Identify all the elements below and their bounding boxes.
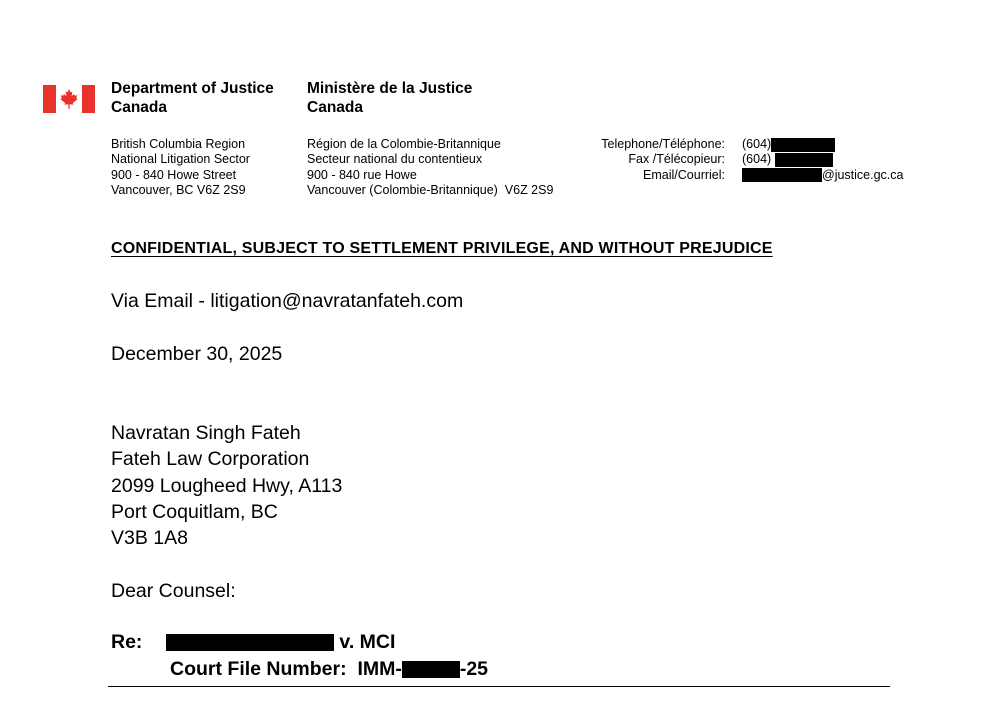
fax-value — [742, 152, 903, 167]
re-label: Re: — [111, 631, 143, 653]
telephone-prefix: (604) — [742, 137, 772, 151]
fax-prefix: (604) — [742, 152, 772, 167]
recipient-address — [111, 420, 342, 551]
address-fr-line: Vancouver (Colombie-Britannique) V6Z 2S9 — [307, 182, 554, 197]
address-fr-line: Secteur national du contentieux — [307, 152, 483, 167]
dept-fr-line-2: Canada — [307, 99, 363, 116]
address-en-line: British Columbia Region — [111, 137, 246, 151]
redaction-bar — [742, 168, 822, 182]
redaction-bar — [166, 634, 334, 651]
department-name-fr — [307, 79, 472, 117]
dept-en-line-2: Canada — [111, 99, 167, 116]
address-en — [111, 137, 250, 198]
re-subject — [166, 631, 395, 654]
address-fr-line: 900 - 840 rue Howe — [307, 167, 417, 182]
separator-line — [108, 686, 890, 687]
court-file-suffix: -25 — [459, 658, 489, 680]
recipient-firm: Fateh Law Corporation — [111, 448, 310, 471]
email-label: Email/Courriel: — [643, 167, 725, 182]
department-name-en — [111, 79, 274, 117]
dept-en-line-1: Department of Justice — [111, 80, 274, 97]
address-en-line: Vancouver, BC V6Z 2S9 — [111, 182, 246, 197]
redaction-bar — [775, 153, 833, 167]
telephone-value — [742, 137, 903, 152]
contact-labels — [560, 137, 725, 183]
redaction-bar — [771, 138, 835, 152]
court-file-prefix: IMM- — [357, 658, 402, 680]
via-email-line: Via Email - litigation@navratanfateh.com — [111, 290, 464, 312]
email-value — [742, 168, 903, 183]
canada-flag-icon — [43, 85, 95, 113]
email-domain: @justice.gc.ca — [822, 167, 904, 182]
salutation: Dear Counsel: — [111, 580, 236, 602]
letter-date: December 30, 2025 — [111, 343, 283, 365]
court-file-number — [170, 658, 488, 681]
address-fr — [307, 137, 553, 198]
confidential-heading: CONFIDENTIAL, SUBJECT TO SETTLEMENT PRIVILEGE, AND WITHOUT PREJUDICE — [111, 240, 773, 257]
fax-label: Fax /Télécopieur: — [628, 152, 725, 167]
recipient-city: Port Coquitlam, BC — [111, 500, 278, 523]
contact-values — [742, 137, 903, 183]
address-en-line: 900 - 840 Howe Street — [111, 167, 237, 182]
re-suffix: v. MCI — [339, 631, 396, 653]
redaction-bar — [402, 661, 460, 678]
address-fr-line: Région de la Colombie-Britannique — [307, 137, 501, 151]
address-en-line: National Litigation Sector — [111, 152, 250, 167]
telephone-label: Telephone/Téléphone: — [601, 137, 725, 151]
recipient-name: Navratan Singh Fateh — [111, 422, 301, 444]
court-file-label: Court File Number: — [170, 658, 347, 680]
recipient-postal-code: V3B 1A8 — [111, 527, 188, 550]
recipient-street: 2099 Lougheed Hwy, A113 — [111, 474, 343, 497]
dept-fr-line-1: Ministère de la Justice — [307, 80, 473, 97]
